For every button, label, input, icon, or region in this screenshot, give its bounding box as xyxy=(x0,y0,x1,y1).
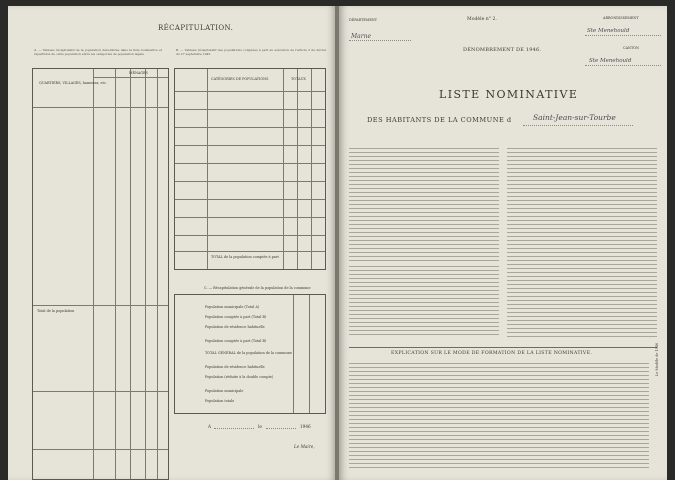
col-menages: MÉNAGES xyxy=(129,71,148,75)
c-row-3: Population de résidence habituelle xyxy=(205,325,265,329)
c-row-2: Population comptée à part (Total B) xyxy=(205,315,267,319)
col-totaux: TOTAUX xyxy=(291,77,306,81)
c-row-7: Population (réduite à la double compte) xyxy=(205,375,274,379)
recap-title: RÉCAPITULATION. xyxy=(158,24,234,32)
arrondissement-value: Ste Menehould xyxy=(587,28,630,34)
canton-value: Ste Menehould xyxy=(589,58,632,64)
col-categories: CATÉGORIES DE POPULATIONS xyxy=(211,77,269,81)
table-c-title: C. — Récapitulation générale de la population de la commune xyxy=(204,286,311,290)
table-a xyxy=(32,68,169,480)
c-row-6: Population de résidence habituelle xyxy=(205,365,265,369)
table-b-title: B. — Tableau récapitulatif des populations comptées à part en exécution de l'article 3 du décret du 27 septembre 1945 xyxy=(176,48,326,56)
signature-year: 1946 xyxy=(300,424,311,429)
census-title: DÉNOMBREMENT DE 1946. xyxy=(463,47,542,53)
departement-value: Marne xyxy=(351,33,372,40)
signature-place: A xyxy=(208,424,212,429)
c-row-8: Population municipale xyxy=(205,389,244,393)
main-title: LISTE NOMINATIVE xyxy=(439,88,579,101)
c-row-9: Population totale xyxy=(205,399,235,403)
signature-le: le xyxy=(258,424,262,429)
canton-label: CANTON xyxy=(623,46,640,50)
arrondissement-label: ARRONDISSEMENT xyxy=(603,16,639,20)
c-row-4: Population comptée à part (Total B) xyxy=(205,339,267,343)
c-row-5: TOTAL GÉNÉRAL de la population de la commune xyxy=(205,351,292,355)
commune-prefix: DES HABITANTS DE LA COMMUNE d xyxy=(367,116,512,124)
right-page-liste-nominative xyxy=(339,6,667,480)
printer-mark: Le Modèle de 1946 xyxy=(655,342,659,376)
commune-value: Saint-Jean-sur-Tourbe xyxy=(533,113,616,122)
total-b-label: TOTAL de la population comptée à part xyxy=(211,255,279,259)
total-population-label: Total de la population xyxy=(37,309,75,313)
census-register-spread xyxy=(8,6,667,480)
modele-label: Modèle n° 2. xyxy=(467,17,497,22)
explication-title: EXPLICATION SUR LE MODE DE FORMATION DE LA LISTE NOMINATIVE. xyxy=(391,351,593,356)
table-c xyxy=(174,294,326,414)
table-b xyxy=(174,68,326,270)
table-a-title: A. — Tableau récapitulatif de la population dénombrée dans la liste nominative et répartition de cette population entre les catégories de population légale xyxy=(34,48,162,56)
c-row-1: Population municipale (Total A) xyxy=(205,305,260,309)
signature-label: Le Maire, xyxy=(294,444,315,449)
departement-label: DÉPARTEMENT xyxy=(349,18,378,22)
left-page-recapitulation xyxy=(8,6,336,480)
col-quartiers: QUARTIERS, VILLAGES, hameaux, etc. xyxy=(39,81,107,85)
